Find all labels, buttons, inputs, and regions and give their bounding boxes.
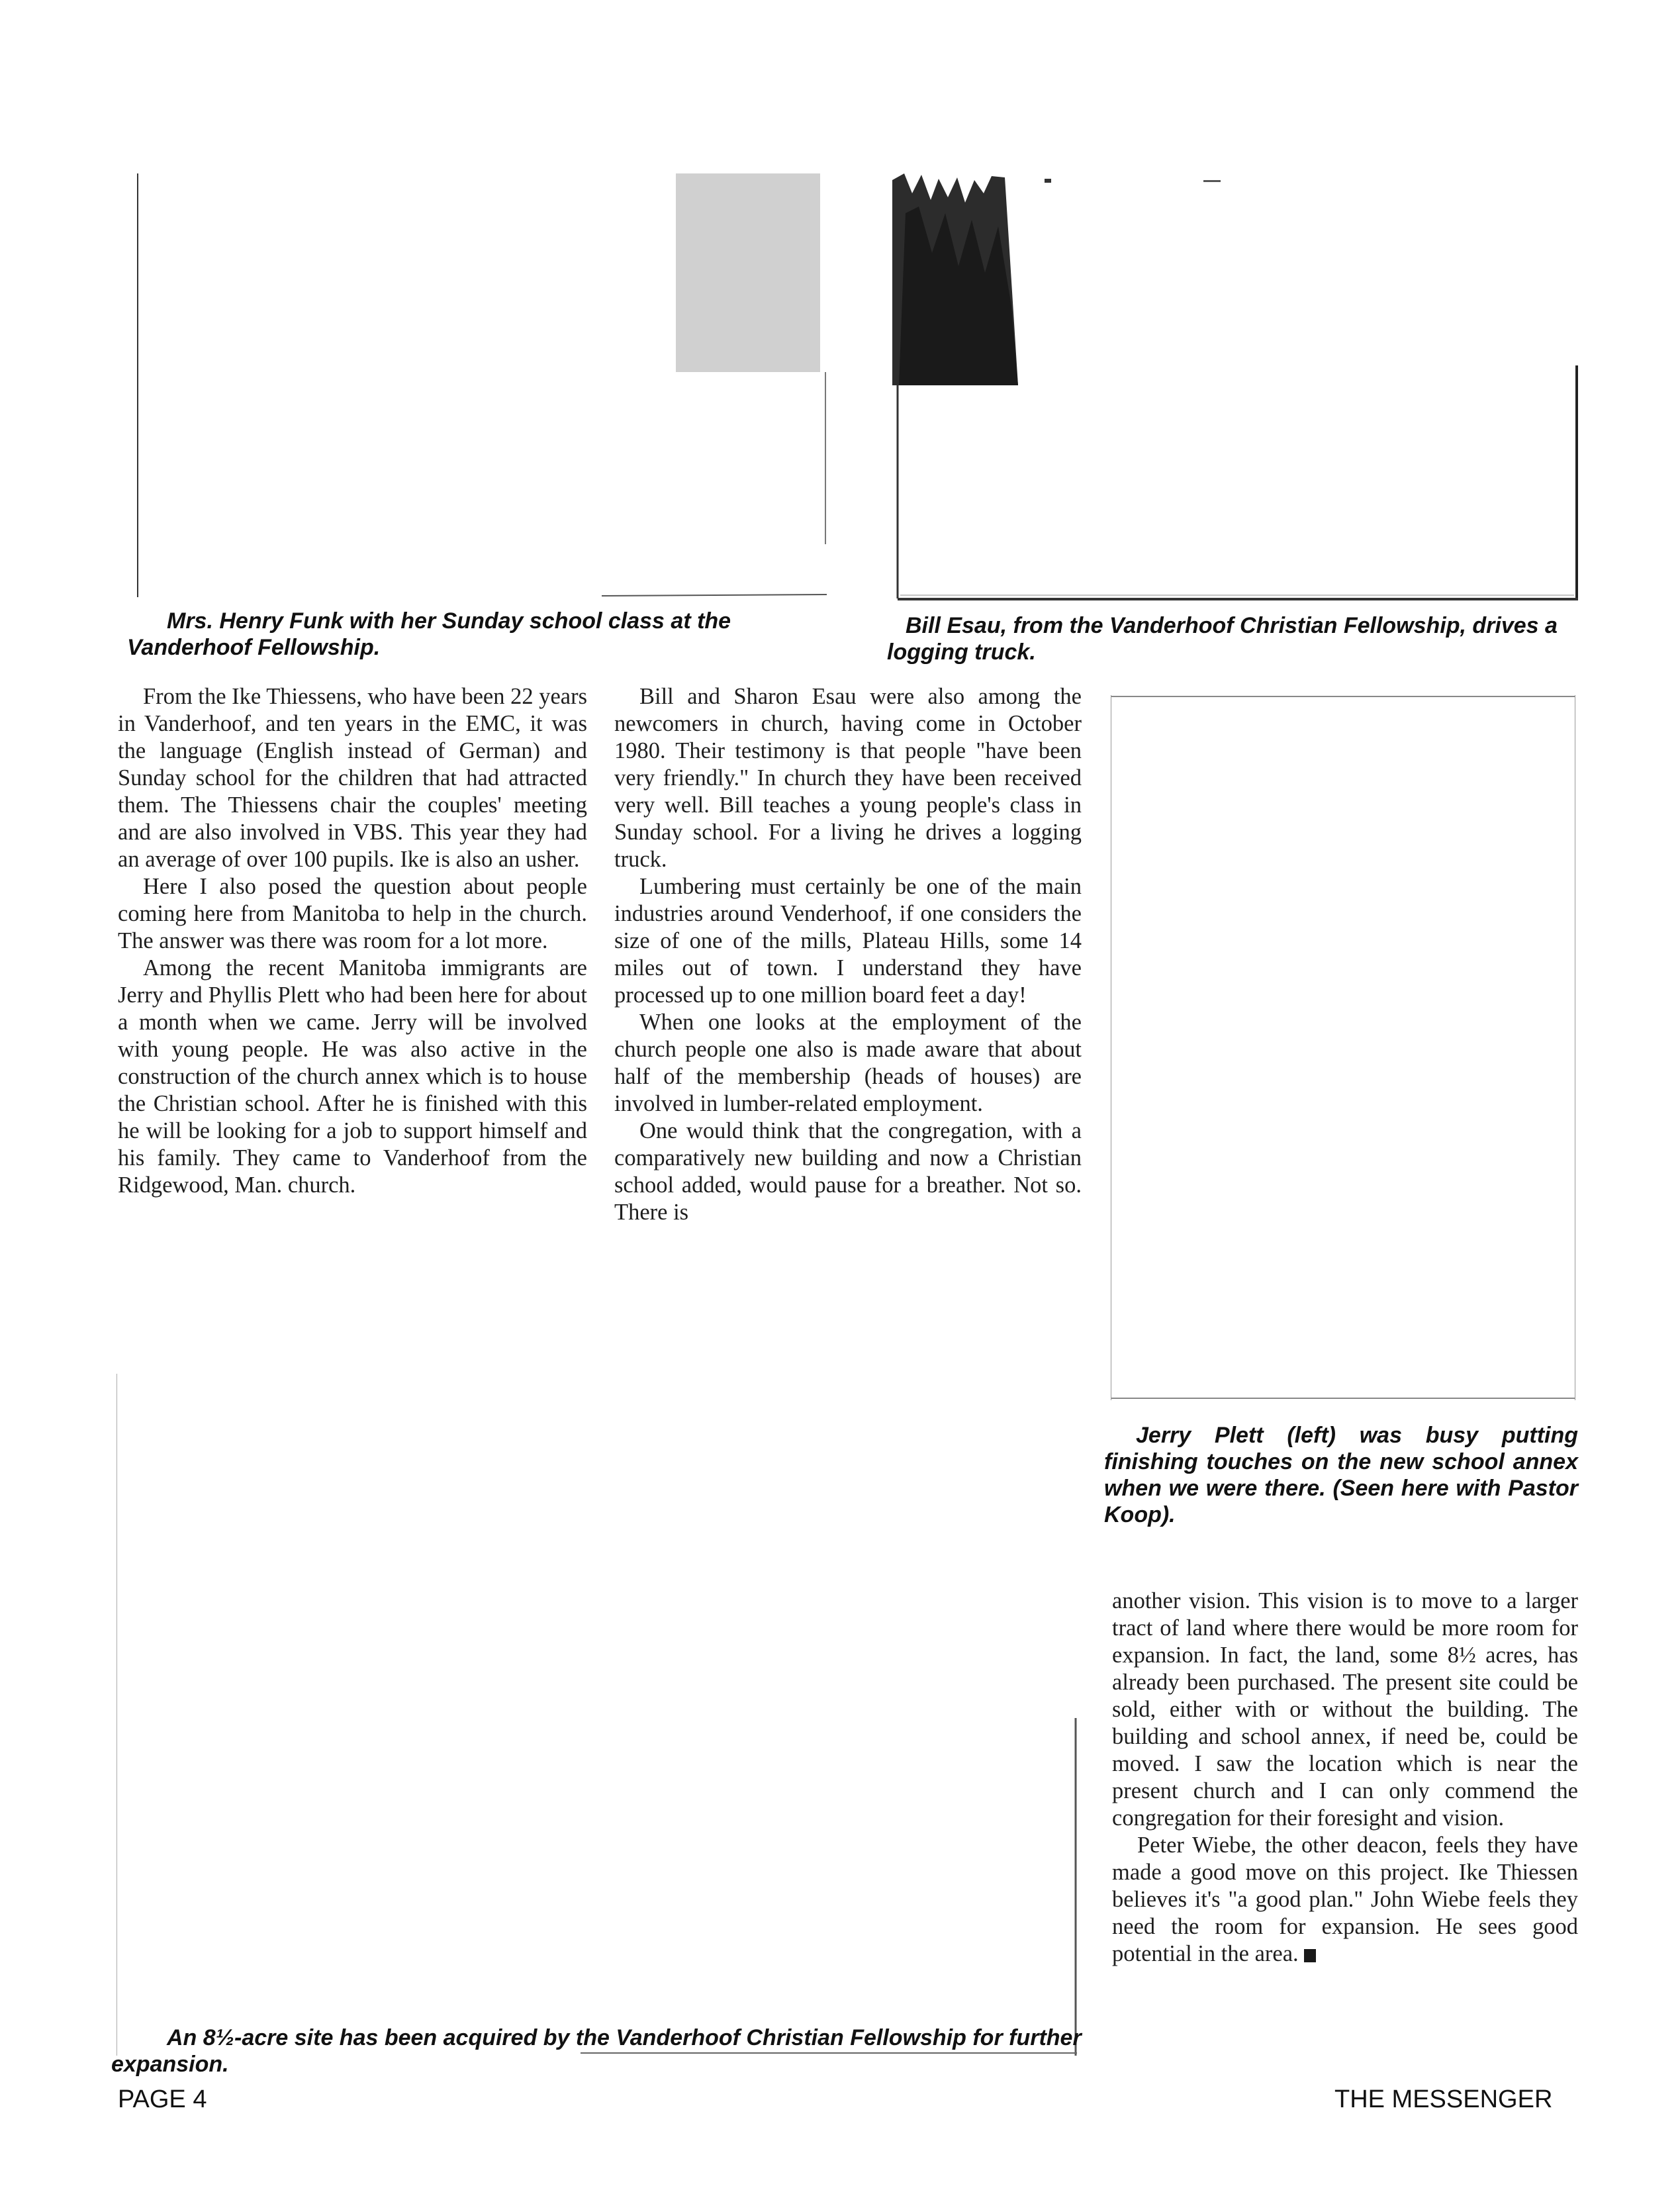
article-column-3 (1112, 1588, 1578, 1968)
photo-esau-truck (892, 173, 1585, 602)
article-paragraph: Lumbering must certainly be one of the main industries around Venderhoof, if one considers the size of one of the mills, Plateau Hills, some 14 miles out of town. I understand they have processed up to one million board feet a day! (614, 874, 1082, 1008)
photo-plett-annex (1111, 695, 1575, 1400)
article-paragraph: One would think that the congregation, with a comparatively new building and now a Christian school added, would pause for a breather. Not so. There is (614, 1118, 1082, 1225)
footer-publication: THE MESSENGER (1334, 2085, 1553, 2113)
photo-acre-site (117, 1374, 1078, 2056)
caption-esau-truck: Bill Esau, from the Vanderhoof Christian Fellowship, drives a logging truck. (887, 613, 1558, 665)
photo-plett-annex-image (1111, 695, 1576, 1400)
caption-funk-class: Mrs. Henry Funk with her Sunday school class at the Vanderhoof Fellowship. (127, 608, 731, 660)
article-paragraph: From the Ike Thiessens, who have been 22 years in Vanderhoof, and ten years in the EMC, it was the language (English instead of German) and Sunday school for the children that had attracted them. The Thiessens chair the couples' meeting and are also involved in VBS. This year they had an average of over 100 pupils. Ike is also an usher. (118, 684, 587, 872)
article-paragraph: Here I also posed the question about people coming here from Manitoba to help in the church. The answer was there was room for a lot more. (118, 874, 587, 953)
article-column-1 (118, 683, 587, 1199)
caption-plett-annex: Jerry Plett (left) was busy putting finishing touches on the new school annex when we were there. (Seen here with Pastor Koop). (1104, 1423, 1578, 1527)
photo-esau-truck-image (892, 173, 1585, 602)
photo-funk-class (137, 173, 825, 597)
photo-acre-site-image (117, 1374, 1078, 2056)
article-paragraph: Bill and Sharon Esau were also among the newcomers in church, having come in October 1980. Their testimony is that people "have been very friendly." In church they have been received very well. Bill teaches a young people's class in Sunday school. For a living he drives a logging truck. (614, 684, 1082, 872)
photo-funk-class-image (138, 173, 827, 597)
caption-acre-site: An 8½-acre site has been acquired by the Vanderhoof Christian Fellowship for further expansion. (111, 2025, 1082, 2077)
article-paragraph: another vision. This vision is to move to a larger tract of land where there would be more room for expansion. In fact, the land, some 8½ acres, has already been purchased. The present site could be sold, either with or without the building. The building and school annex, if need be, could be moved. I saw the location which is near the present church and I can only commend the congregation for their foresight and vision. (1112, 1588, 1578, 1831)
end-mark-icon (1304, 1949, 1316, 1962)
article-column-2 (614, 683, 1082, 1226)
article-paragraph: When one looks at the employment of the church people one also is made aware that about half of the membership (heads of houses) are involved in lumber-related employment. (614, 1010, 1082, 1116)
article-paragraph-text: Peter Wiebe, the other deacon, feels they have made a good move on this project. Ike Thiessen believes it's "a good plan." John Wiebe feels they need the room for expansion. He sees good potential in the area. (1112, 1833, 1578, 1966)
article-paragraph: Among the recent Manitoba immigrants are Jerry and Phyllis Plett who had been here for about a month when we came. Jerry will be involved with young people. He was also active in the construction of the church annex which is to house the Christian school. After he is finished with this he will be looking for a job to support himself and his family. They came to Vanderhoof from the Ridgewood, Man. church. (118, 955, 587, 1198)
article-paragraph (1112, 1832, 1578, 1968)
footer-page-label: PAGE 4 (118, 2085, 207, 2113)
